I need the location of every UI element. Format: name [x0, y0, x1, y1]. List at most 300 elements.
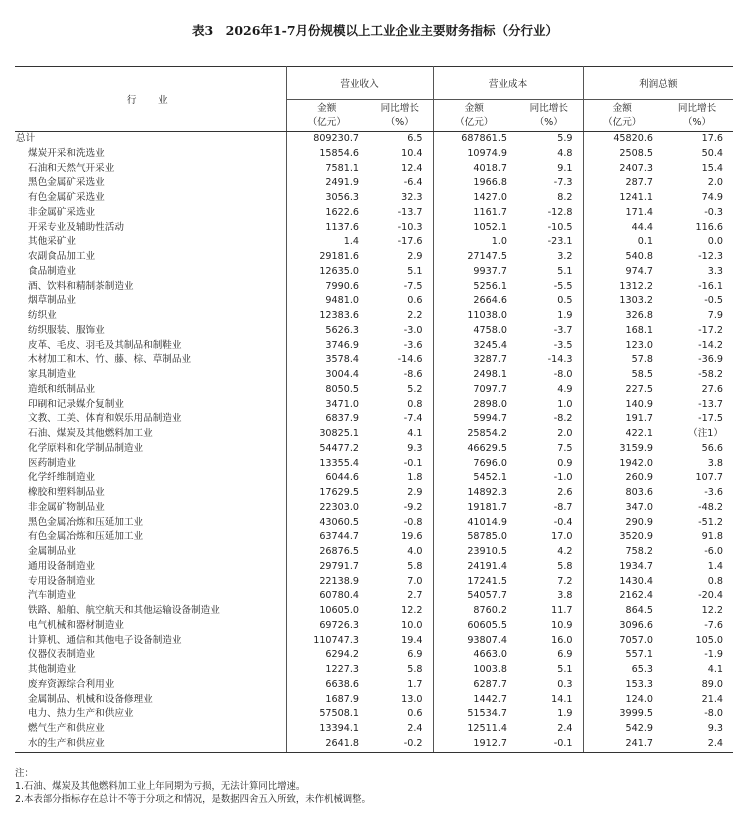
cost-amount: 4758.0 [473, 324, 507, 336]
revenue-amount: 13394.1 [319, 723, 359, 734]
industry-name: 文教、工美、体育和娱乐用品制造业 [15, 412, 286, 427]
profit-amount: 1942.0 [619, 457, 653, 469]
revenue-growth: 4.1 [367, 427, 433, 442]
table-row [15, 206, 733, 221]
industry-name: 印刷和记录媒介复制业 [15, 398, 286, 413]
profit-amount: 974.7 [625, 265, 653, 277]
table-row [15, 575, 733, 590]
industry-name: 家具制造业 [15, 368, 286, 383]
profit-amount: 65.3 [631, 664, 653, 675]
profit-growth: 4.1 [707, 664, 723, 675]
revenue-growth: -3.6 [367, 339, 433, 354]
revenue-amount: 3578.4 [325, 354, 359, 366]
industry-name: 皮革、毛皮、羽毛及其制品和制鞋业 [15, 339, 286, 354]
profit-amount: 58.5 [631, 369, 653, 380]
profit-amount: 260.9 [625, 472, 653, 484]
cost-amount: 19181.7 [467, 501, 507, 513]
industry-name: 铁路、船舶、航空航天和其他运输设备制造业 [15, 604, 286, 619]
profit-amount: 0.1 [637, 236, 653, 248]
table-row [15, 604, 733, 619]
table-row [15, 486, 733, 501]
revenue-growth: 5.1 [367, 265, 433, 280]
profit-growth: -58.2 [698, 369, 723, 380]
revenue-amount: 63744.7 [319, 531, 359, 543]
profit-growth: 116.6 [695, 221, 723, 233]
cost-amount: 41014.9 [467, 516, 507, 528]
industry-name: 纺织业 [15, 309, 286, 324]
profit-amount: 241.7 [583, 737, 661, 752]
cost-amount: 10974.9 [467, 147, 507, 159]
cost-growth: 1.0 [515, 398, 583, 413]
industry-name: 医药制造业 [15, 457, 286, 472]
cost-growth: 0.9 [515, 457, 583, 472]
profit-growth: -17.2 [698, 324, 723, 336]
cost-amount-header: 金额 （亿元） [433, 100, 515, 132]
cost-amount: 12511.4 [467, 723, 507, 734]
table-row [15, 280, 733, 295]
industry-name: 化学原料和化学制品制造业 [15, 442, 286, 457]
profit-amount: 227.5 [625, 383, 653, 395]
revenue-amount: 29791.7 [319, 560, 359, 572]
profit-growth: 56.6 [701, 442, 723, 454]
table-row [15, 412, 733, 427]
cost-amount: 1442.7 [473, 693, 507, 705]
profit-growth: -3.6 [704, 487, 723, 498]
table-row [15, 191, 733, 206]
industry-name: 纺织服装、服饰业 [15, 324, 286, 339]
cost-growth: 3.2 [515, 250, 583, 265]
profit-growth: 107.7 [695, 472, 723, 484]
cost-growth: 7.5 [515, 442, 583, 457]
profit-growth: 12.2 [701, 605, 723, 616]
table-row [15, 471, 733, 486]
table-row [15, 693, 733, 708]
table-row [15, 619, 733, 634]
revenue-growth: 2.9 [367, 250, 433, 265]
revenue-growth: 2.7 [367, 589, 433, 604]
revenue-amount: 6044.6 [325, 472, 359, 484]
table-row [15, 162, 733, 177]
profit-amount: 422.1 [625, 428, 653, 439]
industry-name: 计算机、通信和其他电子设备制造业 [15, 634, 286, 649]
revenue-growth: 32.3 [367, 191, 433, 206]
revenue-amount: 54477.2 [319, 442, 359, 454]
profit-growth: 17.6 [701, 133, 723, 144]
revenue-growth: 19.6 [367, 530, 433, 545]
profit-growth: 105.0 [695, 634, 723, 646]
table-row [15, 648, 733, 663]
profit-amount: 1934.7 [619, 560, 653, 572]
table-row [15, 427, 733, 442]
table-row [15, 221, 733, 236]
cost-header: 营业成本 [433, 67, 583, 100]
revenue-amount: 6638.6 [325, 678, 359, 690]
table-row [15, 634, 733, 649]
profit-amount: 168.1 [625, 324, 653, 336]
profit-amount: 542.9 [625, 723, 653, 734]
revenue-amount: 9481.0 [325, 295, 359, 307]
industry-name: 木材加工和木、竹、藤、棕、草制品业 [15, 353, 286, 368]
profit-growth-header: 同比增长 （%） [661, 100, 733, 132]
cost-growth: 16.0 [515, 634, 583, 649]
footnote-1: 1.石油、煤炭及其他燃料加工业上年同期为亏损，无法计算同比增速。 [15, 781, 306, 792]
table-row [15, 265, 733, 280]
table-row [15, 147, 733, 162]
table-row [15, 678, 733, 693]
profit-growth: 74.9 [701, 192, 723, 203]
revenue-amount: 3471.0 [325, 398, 359, 410]
profit-amount: 287.7 [625, 177, 653, 189]
cost-growth: 6.9 [515, 648, 583, 663]
header-row-groups [15, 67, 733, 100]
industry-name: 石油、煤炭及其他燃料加工业 [15, 427, 286, 442]
revenue-growth: 1.8 [367, 471, 433, 486]
revenue-growth: 5.2 [367, 383, 433, 398]
profit-amount: 3096.6 [619, 619, 653, 631]
profit-amount: 326.8 [625, 310, 653, 321]
cost-amount: 3287.7 [473, 354, 507, 366]
revenue-header: 营业收入 [286, 67, 433, 100]
industry-name: 橡胶和塑料制品业 [15, 486, 286, 501]
revenue-growth: -7.5 [367, 280, 433, 295]
profit-amount: 45820.6 [613, 133, 653, 144]
profit-amount: 57.8 [631, 354, 653, 366]
profit-amount: 3999.5 [619, 708, 653, 720]
cost-growth: -10.5 [515, 221, 583, 236]
cost-growth: -12.8 [515, 206, 583, 221]
revenue-amount: 2641.8 [286, 737, 367, 752]
profit-amount: 2407.3 [619, 162, 653, 174]
revenue-growth: 2.9 [367, 486, 433, 501]
cost-amount: 9937.7 [473, 265, 507, 277]
revenue-growth: 4.0 [367, 545, 433, 560]
industry-name: 金属制品业 [15, 545, 286, 560]
cost-amount: 25854.2 [467, 428, 507, 439]
table-row [15, 722, 733, 737]
revenue-amount: 30825.1 [319, 428, 359, 439]
table-row [15, 368, 733, 383]
profit-growth: 27.6 [701, 383, 723, 395]
revenue-growth: -0.8 [367, 516, 433, 531]
cost-amount: 687861.5 [461, 133, 507, 144]
industry-name: 开采专业及辅助性活动 [15, 221, 286, 236]
profit-amount: 758.2 [625, 546, 653, 557]
profit-growth: -17.5 [698, 413, 723, 425]
cost-amount: 46629.5 [467, 442, 507, 454]
profit-growth: （注1） [688, 428, 723, 439]
cost-amount: 2898.0 [473, 398, 507, 410]
cost-growth: 5.1 [515, 265, 583, 280]
profit-growth: 91.8 [701, 531, 723, 543]
revenue-amount: 1.4 [343, 236, 359, 248]
revenue-amount: 57508.1 [319, 708, 359, 720]
profit-amount: 191.7 [625, 413, 653, 425]
revenue-amount: 13355.4 [319, 457, 359, 469]
cost-amount: 58785.0 [467, 531, 507, 543]
table-row [15, 294, 733, 309]
profit-growth: -13.7 [698, 398, 723, 410]
revenue-growth: -0.2 [367, 737, 433, 752]
profit-amount: 153.3 [625, 678, 653, 690]
table-row [15, 309, 733, 324]
profit-growth: -48.2 [698, 501, 723, 513]
revenue-growth: 13.0 [367, 693, 433, 708]
industry-name: 食品制造业 [15, 265, 286, 280]
revenue-amount: 43060.5 [319, 516, 359, 528]
industry-name: 煤炭开采和洗选业 [15, 147, 286, 162]
revenue-growth: -13.7 [367, 206, 433, 221]
revenue-amount: 60780.4 [319, 590, 359, 602]
cost-growth: 11.7 [515, 604, 583, 619]
profit-growth: -0.5 [704, 295, 723, 307]
cost-amount: 1161.7 [473, 206, 507, 218]
revenue-amount: 1227.3 [325, 664, 359, 675]
revenue-amount: 15854.6 [319, 147, 359, 159]
industry-name: 专用设备制造业 [15, 575, 286, 590]
industry-name: 废弃资源综合利用业 [15, 678, 286, 693]
revenue-amount: 10605.0 [319, 605, 359, 616]
cost-growth: 5.8 [515, 560, 583, 575]
table-row [15, 339, 733, 354]
profit-growth: -20.4 [698, 590, 723, 602]
cost-amount: 4663.0 [473, 649, 507, 661]
cost-growth: -0.4 [515, 516, 583, 531]
revenue-amount: 7990.6 [325, 280, 359, 292]
table-row [15, 707, 733, 722]
profit-amount-header: 金额 （亿元） [583, 100, 661, 132]
revenue-amount: 110747.3 [313, 634, 359, 646]
table-row [15, 530, 733, 545]
cost-amount: 51534.7 [467, 708, 507, 720]
cost-amount: 11038.0 [467, 310, 507, 321]
industry-name: 其他制造业 [15, 663, 286, 678]
cost-amount: 1003.8 [473, 664, 507, 675]
cost-amount: 7696.0 [473, 457, 507, 469]
profit-growth: -14.2 [698, 339, 723, 351]
revenue-growth: 12.4 [367, 162, 433, 177]
table-row [15, 457, 733, 472]
revenue-amount: 22303.0 [319, 501, 359, 513]
revenue-amount: 12383.6 [319, 310, 359, 321]
cost-growth: 1.9 [515, 309, 583, 324]
revenue-growth-header: 同比增长 （%） [367, 100, 433, 132]
revenue-amount: 26876.5 [319, 546, 359, 557]
industry-name: 电力、热力生产和供应业 [15, 707, 286, 722]
table-body [15, 132, 733, 753]
industry-name: 通用设备制造业 [15, 560, 286, 575]
profit-growth: 21.4 [701, 693, 723, 705]
cost-amount: 17241.5 [467, 575, 507, 587]
cost-amount: 93807.4 [467, 634, 507, 646]
table-row [15, 663, 733, 678]
cost-growth: -8.0 [515, 368, 583, 383]
cost-growth: -8.7 [515, 501, 583, 516]
profit-amount: 124.0 [625, 693, 653, 705]
revenue-amount: 809230.7 [313, 133, 359, 144]
revenue-amount: 6294.2 [325, 649, 359, 661]
cost-growth: 2.6 [515, 486, 583, 501]
profit-growth: 50.4 [701, 147, 723, 159]
industry-name: 酒、饮料和精制茶制造业 [15, 280, 286, 295]
table-row [15, 324, 733, 339]
cost-growth: -7.3 [515, 176, 583, 191]
profit-growth: -12.3 [698, 251, 723, 262]
revenue-growth: -9.2 [367, 501, 433, 516]
revenue-growth: -17.6 [367, 235, 433, 250]
revenue-amount: 6837.9 [325, 413, 359, 425]
financial-indicators-table [15, 66, 733, 753]
cost-growth: -3.5 [515, 339, 583, 354]
revenue-growth: 10.0 [367, 619, 433, 634]
revenue-growth: 9.3 [367, 442, 433, 457]
revenue-growth: 6.5 [367, 132, 433, 147]
cost-growth: 8.2 [515, 191, 583, 206]
industry-name: 燃气生产和供应业 [15, 722, 286, 737]
table-title: 表3 2026年1-7月份规模以上工业企业主要财务指标（分行业） [191, 23, 559, 38]
cost-amount: 8760.2 [473, 605, 507, 616]
industry-name: 金属制品、机械和设备修理业 [15, 693, 286, 708]
profit-growth: -8.0 [704, 708, 723, 720]
cost-growth: 4.8 [515, 147, 583, 162]
revenue-growth: 7.0 [367, 575, 433, 590]
cost-growth: 4.9 [515, 383, 583, 398]
industry-name: 汽车制造业 [15, 589, 286, 604]
profit-amount: 347.0 [625, 501, 653, 513]
revenue-growth: 19.4 [367, 634, 433, 649]
profit-amount: 2508.5 [619, 147, 653, 159]
industry-name: 电气机械和器材制造业 [15, 619, 286, 634]
cost-growth: 4.2 [515, 545, 583, 560]
cost-growth: -3.7 [515, 324, 583, 339]
cost-amount: 5256.1 [473, 280, 507, 292]
revenue-amount: 1622.6 [325, 206, 359, 218]
cost-amount: 14892.3 [467, 487, 507, 498]
revenue-growth: 1.7 [367, 678, 433, 693]
revenue-growth: 2.2 [367, 309, 433, 324]
cost-amount: 3245.4 [473, 339, 507, 351]
profit-growth: 3.8 [707, 457, 723, 469]
footnote-heading: 注： [15, 768, 34, 779]
profit-amount: 3520.9 [619, 531, 653, 543]
cost-amount: 4018.7 [473, 162, 507, 174]
profit-growth: 1.4 [707, 560, 723, 572]
revenue-growth: -6.4 [367, 176, 433, 191]
revenue-amount: 8050.5 [325, 383, 359, 395]
profit-amount: 803.6 [625, 487, 653, 498]
cost-amount: 24191.4 [467, 560, 507, 572]
industry-name: 黑色金属矿采选业 [15, 176, 286, 191]
profit-growth: 2.4 [661, 737, 733, 752]
cost-growth: -8.2 [515, 412, 583, 427]
revenue-growth: 12.2 [367, 604, 433, 619]
profit-amount: 44.4 [631, 221, 653, 233]
cost-amount: 27147.5 [467, 251, 507, 262]
profit-growth: 3.3 [707, 265, 723, 277]
cost-amount: 5994.7 [473, 413, 507, 425]
profit-amount: 123.0 [625, 339, 653, 351]
industry-name: 总计 [15, 132, 286, 147]
cost-amount: 1427.0 [473, 192, 507, 203]
revenue-growth: 2.4 [367, 722, 433, 737]
cost-growth: 2.0 [515, 427, 583, 442]
profit-growth: -16.1 [698, 280, 723, 292]
cost-growth: 7.2 [515, 575, 583, 590]
industry-name: 有色金属矿采选业 [15, 191, 286, 206]
cost-amount: 1912.7 [433, 737, 515, 752]
profit-growth: -36.9 [698, 354, 723, 366]
revenue-amount: 5626.3 [325, 324, 359, 336]
table-row [15, 737, 733, 752]
industry-name: 黑色金属冶炼和压延加工业 [15, 516, 286, 531]
table-row [15, 545, 733, 560]
table-row [15, 516, 733, 531]
revenue-amount: 1687.9 [325, 693, 359, 705]
cost-amount: 1.0 [491, 236, 507, 248]
footnotes [15, 767, 735, 806]
table-row [15, 398, 733, 413]
table-row [15, 176, 733, 191]
table-row [15, 589, 733, 604]
profit-growth: 0.8 [707, 575, 723, 587]
cost-amount: 5452.1 [473, 472, 507, 484]
profit-growth: -1.9 [704, 649, 723, 661]
revenue-growth: -10.3 [367, 221, 433, 236]
revenue-amount-header: 金额 （亿元） [286, 100, 367, 132]
revenue-amount: 7581.1 [325, 162, 359, 174]
industry-name: 仪器仪表制造业 [15, 648, 286, 663]
table-row [15, 501, 733, 516]
profit-amount: 171.4 [625, 206, 653, 218]
industry-name: 非金属矿采选业 [15, 206, 286, 221]
profit-growth: -7.6 [704, 619, 723, 631]
industry-header: 行 业 [15, 67, 286, 132]
cost-growth: 0.3 [515, 678, 583, 693]
cost-amount: 1052.1 [473, 221, 507, 233]
profit-amount: 7057.0 [619, 634, 653, 646]
revenue-amount: 3004.4 [325, 369, 359, 380]
cost-growth: 1.9 [515, 707, 583, 722]
revenue-growth: 0.6 [367, 707, 433, 722]
revenue-amount: 3746.9 [325, 339, 359, 351]
revenue-growth: -14.6 [367, 353, 433, 368]
industry-name: 烟草制品业 [15, 294, 286, 309]
revenue-amount: 3056.3 [325, 192, 359, 203]
profit-amount: 1241.1 [619, 192, 653, 203]
cost-amount: 1966.8 [473, 177, 507, 189]
industry-name: 有色金属冶炼和压延加工业 [15, 530, 286, 545]
cost-amount: 60605.5 [467, 619, 507, 631]
footnote-2: 2.本表部分指标存在总计不等于分项之和情况，是数据四舍五入所致，未作机械调整。 [15, 794, 371, 805]
table-row [15, 560, 733, 575]
revenue-amount: 12635.0 [319, 265, 359, 277]
profit-growth: -0.3 [704, 206, 723, 218]
revenue-amount: 69726.3 [319, 619, 359, 631]
revenue-growth: 0.6 [367, 294, 433, 309]
table-row [15, 383, 733, 398]
cost-growth: -5.5 [515, 280, 583, 295]
profit-amount: 557.1 [625, 649, 653, 661]
cost-amount: 23910.5 [467, 546, 507, 557]
profit-growth: -51.2 [698, 516, 723, 528]
industry-name: 水的生产和供应业 [15, 737, 286, 752]
profit-growth: 89.0 [701, 678, 723, 690]
profit-amount: 1303.2 [619, 295, 653, 307]
profit-header: 利润总额 [583, 67, 733, 100]
profit-growth: 9.3 [707, 723, 723, 734]
industry-name: 石油和天然气开采业 [15, 162, 286, 177]
revenue-amount: 22138.9 [319, 575, 359, 587]
profit-amount: 1430.4 [619, 575, 653, 587]
